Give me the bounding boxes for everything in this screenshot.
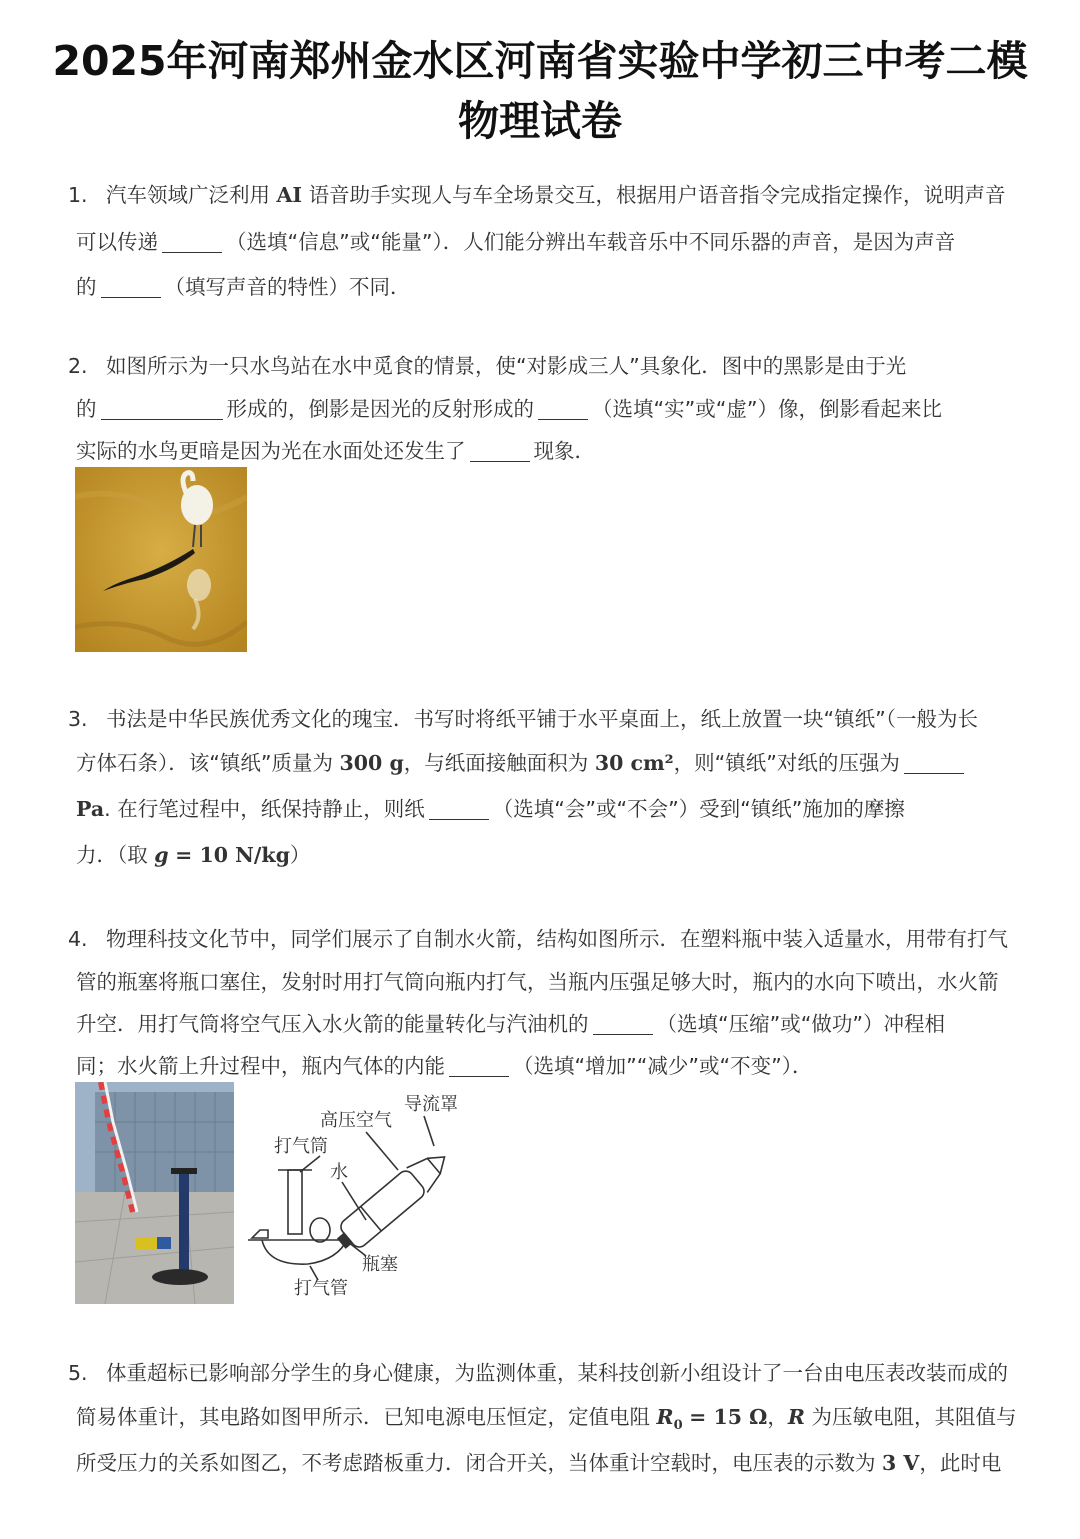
question-number: 4. <box>68 927 88 951</box>
q1-text: 可以传递 <box>76 230 158 254</box>
answer-blank[interactable] <box>538 399 588 420</box>
q5-text: 所受压力的关系如图乙，不考虑踏板重力．闭合开关，当体重计空载时，电压表的示数为 <box>76 1451 876 1475</box>
document-title-line1: 2025年河南郑州金水区河南省实验中学初三中考二模 <box>52 37 1028 85</box>
q2-text: 形成的，倒影是因光的反射形成的 <box>226 397 534 421</box>
q4-text: 管的瓶塞将瓶口塞住，发射时用打气筒向瓶内打气，当瓶内压强足够大时，瓶内的水向下喷出，水火箭 <box>76 970 999 994</box>
q3-g-value: = 10 N/kg <box>175 843 290 867</box>
q3-text: 书法是中华民族优秀文化的瑰宝．书写时将纸平铺于水平桌面上，纸上放置一块“镇纸”（一般为长 <box>106 707 978 731</box>
label-daqiguan: 打气管 <box>294 1278 348 1298</box>
q4-text: 升空．用打气筒将空气压入水火箭的能量转化与汽油机的 <box>76 1012 589 1036</box>
question-number: 5. <box>68 1361 88 1385</box>
q3-text: 力．（取 <box>76 843 148 867</box>
q4-text: 同；水火箭上升过程中，瓶内气体的内能 <box>76 1054 445 1078</box>
answer-blank[interactable] <box>429 799 489 820</box>
q1-text: （选填“信息”或“能量”）．人们能分辨出车载音乐中不同乐器的声音，是因为声音 <box>226 230 956 254</box>
question-number: 2. <box>68 354 88 378</box>
q3-unit-pa: Pa <box>76 797 105 821</box>
q1-text: 语音助手实现人与车全场景交互，根据用户语音指令完成指定操作，说明声音 <box>308 183 1006 207</box>
q2-text: 现象． <box>533 439 595 463</box>
q3-area: 30 cm² <box>594 751 674 775</box>
answer-blank[interactable] <box>904 753 964 774</box>
answer-blank[interactable] <box>101 277 161 298</box>
water-rocket-diagram <box>248 1090 480 1302</box>
q5-text: ， <box>767 1405 788 1429</box>
q3-text: . 在行笔过程中，纸保持静止，则纸 <box>104 797 425 821</box>
answer-blank[interactable] <box>101 399 223 420</box>
q2-text: 实际的水鸟更暗是因为光在水面处还发生了 <box>76 439 466 463</box>
q5-r0-value: = 15 Ω <box>689 1405 768 1429</box>
label-shui: 水 <box>330 1162 348 1182</box>
q1-text: 汽车领域广泛利用 <box>106 183 270 207</box>
q1-ai: AI <box>276 183 303 207</box>
q3-text: ，与纸面接触面积为 <box>403 751 589 775</box>
q5-voltage: 3 V <box>882 1451 920 1475</box>
q4-text: （选填“增加”“减少”或“不变”）． <box>513 1054 813 1078</box>
label-daoliuzhao: 导流罩 <box>404 1094 458 1114</box>
q2-text: （选填“实”或“虚”）像，倒影看起来比 <box>592 397 942 421</box>
q3-text: ，则“镇纸”对纸的压强为 <box>673 751 900 775</box>
waterbird-photo <box>75 467 247 652</box>
question-number: 3. <box>68 707 88 731</box>
q3-text: 方体石条）．该“镇纸”质量为 <box>76 751 333 775</box>
q5-text: 简易体重计，其电路如图甲所示．已知电源电压恒定，定值电阻 <box>76 1405 650 1429</box>
q2-text: 如图所示为一只水鸟站在水中觅食的情景，使“对影成三人”具象化．图中的黑影是由于光 <box>106 354 907 378</box>
label-gaoya: 高压空气 <box>320 1110 392 1130</box>
answer-blank[interactable] <box>449 1056 509 1077</box>
answer-blank[interactable] <box>470 441 530 462</box>
q3-text: （选填“会”或“不会”）受到“镇纸”施加的摩擦 <box>492 797 905 821</box>
q2-text: 的 <box>76 397 97 421</box>
q3-text: ） <box>289 843 311 867</box>
q5-r0-symbol: R <box>656 1405 674 1429</box>
label-pingsai: 瓶塞 <box>362 1254 398 1274</box>
q3-mass: 300 g <box>339 751 404 775</box>
q1-text: （填写声音的特性）不同． <box>164 275 411 299</box>
q5-text: 体重超标已影响部分学生的身心健康，为监测体重，某科技创新小组设计了一台由电压表改装而成的 <box>106 1361 1008 1385</box>
answer-blank[interactable] <box>593 1014 653 1035</box>
q5-text: 为压敏电阻，其阻值与 <box>811 1405 1017 1429</box>
q5-r-symbol: R <box>787 1405 805 1429</box>
q5-r0-subscript: 0 <box>673 1418 683 1434</box>
q4-text: （选填“压缩”或“做功”）冲程相 <box>656 1012 945 1036</box>
question-number: 1. <box>68 183 88 207</box>
answer-blank[interactable] <box>162 232 222 253</box>
water-rocket-photo <box>75 1082 234 1304</box>
q5-text: ，此时电 <box>919 1451 1002 1475</box>
q3-g-symbol: g <box>154 843 169 867</box>
q1-text: 的 <box>76 275 97 299</box>
q4-text: 物理科技文化节中，同学们展示了自制水火箭，结构如图所示．在塑料瓶中装入适量水，用带有打气 <box>106 927 1008 951</box>
document-title-line2: 物理试卷 <box>458 97 622 145</box>
label-daqitong: 打气筒 <box>274 1136 328 1156</box>
